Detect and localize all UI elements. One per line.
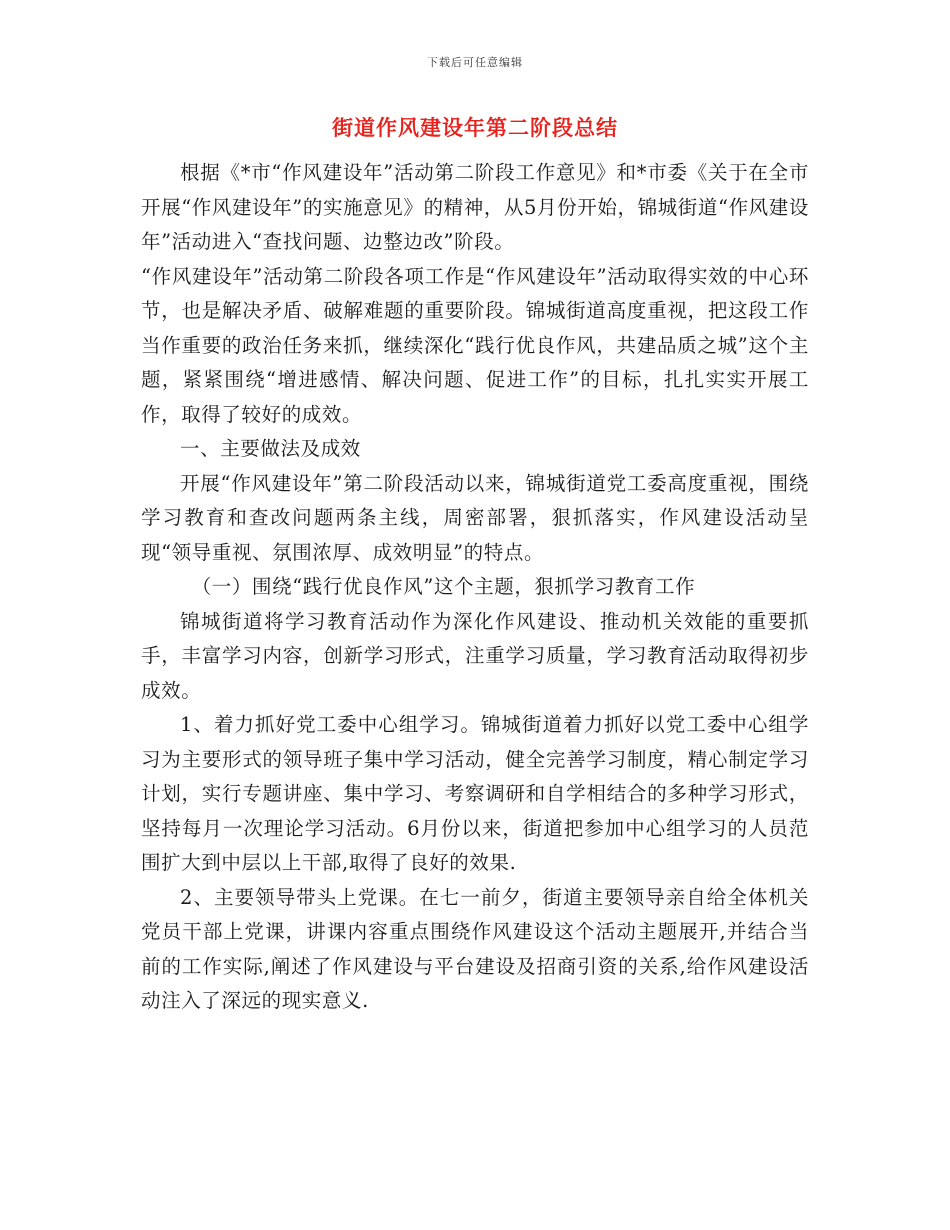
header-note: 下载后可任意编辑 bbox=[427, 56, 523, 69]
subsection-heading-study-education: （一）围绕“践行优良作风”这个主题，狠抓学习教育工作 bbox=[191, 575, 696, 598]
paragraph-overview: “作风建设年”活动第二阶段各项工作是“作风建设年”活动取得实效的中心环节，也是解决矛盾、破解难题的重要阶段。锦城街道高度重视，把这段工作当作重要的政治任务来抓，继续深化“践行优良作风，共建品质之城”这个主题，紧紧围绕“增进感情、解决问题、促进工作”的目标，扎扎实实开展工作，取得了较好的成效。 bbox=[141, 264, 809, 426]
document-title: 街道作风建设年第二阶段总结 bbox=[332, 115, 618, 140]
paragraph-practices-summary: 开展“作风建设年”第二阶段活动以来，锦城街道党工委高度重视，围绕学习教育和查改问题两条主线，周密部署，狠抓落实，作风建设活动呈现“领导重视、氛围浓厚、成效明显”的特点。 bbox=[141, 471, 809, 564]
paragraph-item-2-party-lecture: 2、主要领导带头上党课。在七一前夕，街道主要领导亲自给全体机关党员干部上党课，讲课内容重点围绕作风建设这个活动主题展开,并结合当前的工作实际,阐述了作风建设与平台建设及招商引资的关系,给作风建设活动注入了深远的现实意义. bbox=[141, 885, 809, 1012]
section-heading-main-practices: 一、主要做法及成效 bbox=[180, 437, 361, 460]
paragraph-item-1-central-group: 1、着力抓好党工委中心组学习。锦城街道着力抓好以党工委中心组学习为主要形式的领导班子集中学习活动，健全完善学习制度，精心制定学习计划，实行专题讲座、集中学习、考察调研和自学相结合的多种学习形式，坚持每月一次理论学习活动。6月份以来，街道把参加中心组学习的人员范围扩大到中层以上干部,取得了良好的效果. bbox=[141, 713, 809, 874]
document-body bbox=[141, 156, 809, 1019]
paragraph-study-education: 锦城街道将学习教育活动作为深化作风建设、推动机关效能的重要抓手，丰富学习内容，创新学习形式，注重学习质量，学习教育活动取得初步成效。 bbox=[141, 609, 809, 702]
paragraph-intro: 根据《*市“作风建设年”活动第二阶段工作意见》和*市委《关于在全市开展“作风建设年”的实施意见》的精神，从5月份开始，锦城街道“作风建设年”活动进入“查找问题、边整边改”阶段。 bbox=[141, 161, 809, 253]
